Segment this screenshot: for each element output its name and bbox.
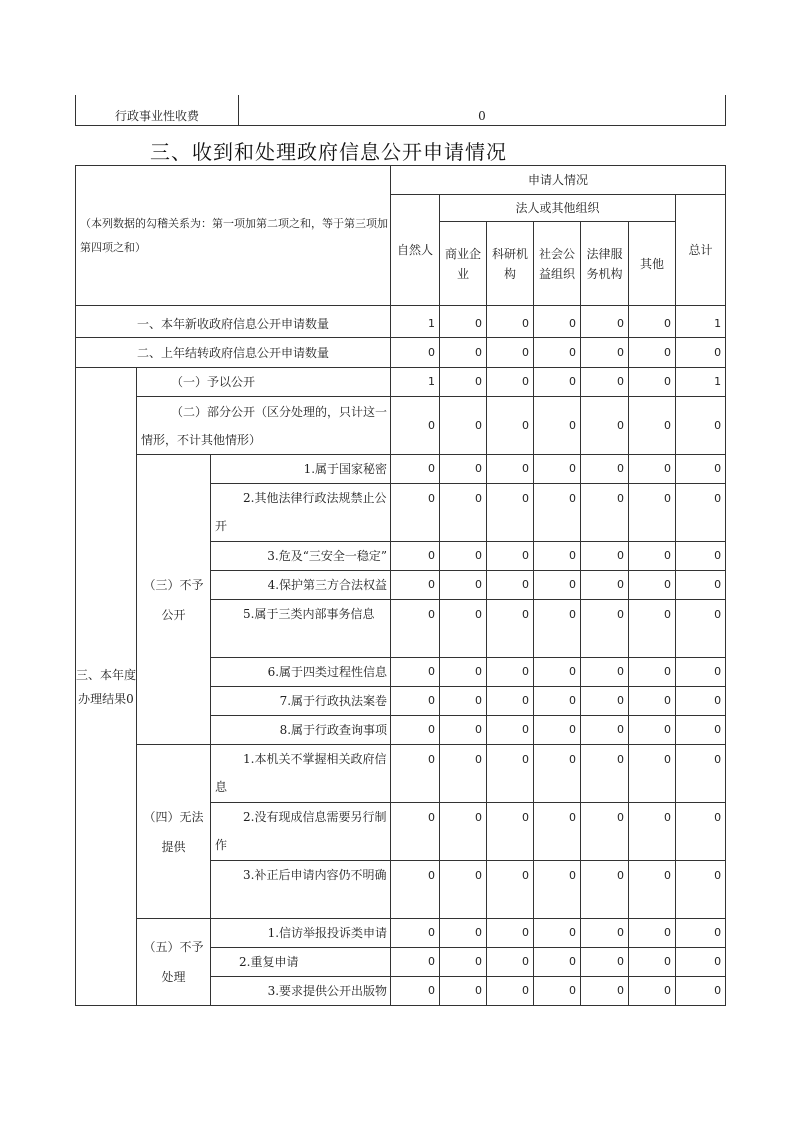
cell-natural: 0 [391,600,440,658]
cell-other: 0 [629,368,676,397]
cell-other: 0 [629,803,676,861]
cell-research: 0 [487,803,534,861]
cell-legal-service: 0 [581,948,629,977]
cell-legal-service: 0 [581,977,629,1006]
cell-natural: 0 [391,919,440,948]
cell-research: 0 [487,306,534,338]
cell-legal-service: 0 [581,716,629,745]
cell-other: 0 [629,571,676,600]
cell-legal-service: 0 [581,745,629,803]
cell-social: 0 [534,919,581,948]
row-label-granted: （一）予以公开 [137,368,391,397]
cell-total: 0 [676,803,726,861]
cell-natural: 0 [391,745,440,803]
cell-research: 0 [487,455,534,484]
cell-other: 0 [629,919,676,948]
cell-business: 0 [440,745,487,803]
cell-total: 0 [676,919,726,948]
cell-natural: 1 [391,368,440,397]
cell-social: 0 [534,687,581,716]
cell-other: 0 [629,306,676,338]
cell-business: 0 [440,658,487,687]
table-row [76,368,726,397]
table-row [76,338,726,368]
row-label-partial: （二）部分公开（区分处理的，只计这一情形，不计其他情形） [137,397,391,455]
cell-business: 0 [440,977,487,1006]
cell-legal-service: 0 [581,803,629,861]
row-label: 1.信访举报投诉类申请 [211,919,391,948]
cell-research: 0 [487,368,534,397]
table-row [76,455,726,484]
cell-legal-service: 0 [581,861,629,919]
cell-business: 0 [440,861,487,919]
cell-other: 0 [629,687,676,716]
cell-research: 0 [487,338,534,368]
cell-natural: 0 [391,455,440,484]
header-legal-persons: 法人或其他组织 [440,195,676,222]
cell-other: 0 [629,948,676,977]
row-label: 8.属于行政查询事项 [211,716,391,745]
fee-table [75,95,726,126]
cell-legal-service: 0 [581,368,629,397]
cell-social: 0 [534,948,581,977]
header-col-natural: 自然人 [391,195,440,306]
cell-legal-service: 0 [581,306,629,338]
cell-legal-service: 0 [581,338,629,368]
cell-natural: 0 [391,542,440,571]
cell-research: 0 [487,484,534,542]
cell-natural: 0 [391,338,440,368]
cell-business: 0 [440,455,487,484]
cell-social: 0 [534,484,581,542]
cell-social: 0 [534,306,581,338]
cell-other: 0 [629,484,676,542]
cell-business: 0 [440,803,487,861]
cell-other: 0 [629,716,676,745]
disclosure-table [75,165,726,1006]
cell-total: 1 [676,306,726,338]
cell-natural: 1 [391,306,440,338]
cell-other: 0 [629,658,676,687]
cell-other: 0 [629,338,676,368]
cell-legal-service: 0 [581,919,629,948]
cell-total: 0 [676,861,726,919]
cell-social: 0 [534,861,581,919]
cell-legal-service: 0 [581,484,629,542]
cell-research: 0 [487,571,534,600]
row-label-carried-over: 二、上年结转政府信息公开申请数量 [76,338,391,368]
row-label: 4.保护第三方合法权益 [211,571,391,600]
header-col-research: 科研机构 [487,222,534,306]
table-row [76,919,726,948]
cell-total: 0 [676,484,726,542]
cell-social: 0 [534,368,581,397]
cell-other: 0 [629,977,676,1006]
cell-research: 0 [487,977,534,1006]
cell-research: 0 [487,687,534,716]
row-label-not-disclosed: （三）不予公开 [137,455,211,745]
cell-legal-service: 0 [581,600,629,658]
cell-legal-service: 0 [581,397,629,455]
row-label: 3.要求提供公开出版物 [211,977,391,1006]
cell-business: 0 [440,368,487,397]
row-label-results: 三、本年度办理结果0 [76,368,137,1006]
cell-other: 0 [629,861,676,919]
cell-research: 0 [487,658,534,687]
row-label: 2.没有现成信息需要另行制作 [211,803,391,861]
header-note: （本列数据的勾稽关系为：第一项加第二项之和，等于第三项加第四项之和） [76,166,391,306]
cell-social: 0 [534,542,581,571]
cell-total: 1 [676,368,726,397]
cell-research: 0 [487,948,534,977]
cell-business: 0 [440,542,487,571]
cell-total: 0 [676,977,726,1006]
cell-social: 0 [534,397,581,455]
cell-natural: 0 [391,484,440,542]
cell-total: 0 [676,338,726,368]
row-label: 3.危及“三安全一稳定” [211,542,391,571]
cell-other: 0 [629,455,676,484]
cell-social: 0 [534,803,581,861]
cell-business: 0 [440,687,487,716]
cell-social: 0 [534,977,581,1006]
cell-total: 0 [676,716,726,745]
cell-business: 0 [440,919,487,948]
table-row [76,397,726,455]
cell-research: 0 [487,716,534,745]
cell-natural: 0 [391,861,440,919]
cell-other: 0 [629,542,676,571]
cell-total: 0 [676,948,726,977]
header-row-1 [76,166,726,195]
cell-business: 0 [440,306,487,338]
cell-natural: 0 [391,658,440,687]
cell-other: 0 [629,397,676,455]
cell-business: 0 [440,338,487,368]
header-col-other: 其他 [629,222,676,306]
cell-social: 0 [534,716,581,745]
cell-legal-service: 0 [581,571,629,600]
row-label: 3.补正后申请内容仍不明确 [211,861,391,919]
cell-social: 0 [534,571,581,600]
row-label: 1.本机关不掌握相关政府信息 [211,745,391,803]
cell-business: 0 [440,484,487,542]
cell-total: 0 [676,571,726,600]
cell-business: 0 [440,600,487,658]
cell-research: 0 [487,745,534,803]
row-label: 2.重复申请 [211,948,391,977]
cell-total: 0 [676,745,726,803]
cell-natural: 0 [391,716,440,745]
cell-social: 0 [534,745,581,803]
cell-natural: 0 [391,571,440,600]
row-label: 2.其他法律行政法规禁止公开 [211,484,391,542]
row-label: 1.属于国家秘密 [211,455,391,484]
cell-research: 0 [487,600,534,658]
cell-natural: 0 [391,803,440,861]
row-label-not-processed: （五）不予处理 [137,919,211,1006]
row-label: 5.属于三类内部事务信息 [211,600,391,658]
section-title: 三、收到和处理政府信息公开申请情况 [150,140,507,164]
row-label-new-requests: 一、本年新收政府信息公开申请数量 [76,306,391,338]
table-row [76,745,726,803]
cell-natural: 0 [391,397,440,455]
cell-other: 0 [629,600,676,658]
cell-business: 0 [440,716,487,745]
fee-row [76,95,726,126]
cell-legal-service: 0 [581,687,629,716]
cell-total: 0 [676,687,726,716]
cell-natural: 0 [391,687,440,716]
cell-business: 0 [440,397,487,455]
cell-business: 0 [440,571,487,600]
row-label: 6.属于四类过程性信息 [211,658,391,687]
table-row [76,306,726,338]
cell-natural: 0 [391,948,440,977]
cell-research: 0 [487,542,534,571]
cell-legal-service: 0 [581,455,629,484]
cell-total: 0 [676,455,726,484]
header-col-social: 社会公益组织 [534,222,581,306]
cell-social: 0 [534,600,581,658]
header-col-total: 总计 [676,195,726,306]
header-col-business: 商业企业 [440,222,487,306]
cell-research: 0 [487,919,534,948]
fee-value: 0 [239,95,726,126]
cell-research: 0 [487,397,534,455]
cell-natural: 0 [391,977,440,1006]
cell-total: 0 [676,542,726,571]
cell-social: 0 [534,338,581,368]
cell-total: 0 [676,600,726,658]
header-col-legal-service: 法律服务机构 [581,222,629,306]
cell-research: 0 [487,861,534,919]
row-label-unable: （四）无法提供 [137,745,211,919]
cell-social: 0 [534,455,581,484]
cell-legal-service: 0 [581,658,629,687]
cell-other: 0 [629,745,676,803]
cell-total: 0 [676,397,726,455]
cell-social: 0 [534,658,581,687]
cell-legal-service: 0 [581,542,629,571]
cell-business: 0 [440,948,487,977]
fee-label: 行政事业性收费 [76,95,239,126]
header-applicant-status: 申请人情况 [391,166,726,195]
cell-total: 0 [676,658,726,687]
row-label: 7.属于行政执法案卷 [211,687,391,716]
